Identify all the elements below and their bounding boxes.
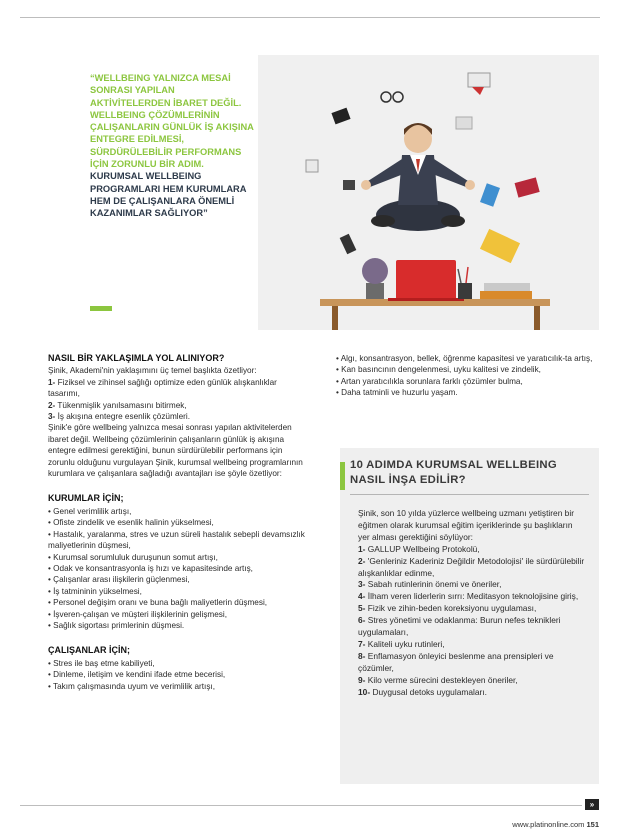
section-heading-corporations: KURUMLAR İÇİN; [48, 493, 124, 504]
box-step [358, 687, 586, 699]
approach-point-3-num: 3- [48, 412, 56, 422]
pull-quote [90, 72, 255, 220]
box-step-text: Kilo verme sürecini destekleyen öneriler, [367, 674, 518, 685]
section-heading-approach: NASIL BİR YAKLAŞIMLA YOL ALINIYOR? [48, 353, 225, 363]
list-item: • Daha tatminli ve huzurlu yaşam. [336, 387, 598, 398]
box-step-text: GALLUP Wellbeing Protokolü, [367, 543, 480, 554]
pull-quote-dark: KURUMSAL WELLBEING PROGRAMLARI HEM KURUMLARA HEM DE ÇALIŞANLARA ÖNEMLİ KAZANIMLAR SAĞLIYOR” [90, 171, 247, 219]
right-column [336, 353, 598, 399]
list-item: • Stres ile baş etme kabiliyeti, [48, 658, 310, 669]
box-step-num: 6- [358, 615, 366, 626]
page-number: 151 [586, 820, 599, 829]
box-step-num: 10- [358, 686, 371, 697]
top-rule [20, 17, 600, 18]
box-step [358, 639, 586, 651]
employees-list-continued [336, 353, 598, 399]
list-item: • Ofiste zindelik ve esenlik halinin yükselmesi, [48, 517, 310, 528]
box-step [358, 651, 586, 675]
approach-point-2-num: 2- [48, 400, 56, 410]
list-item: • Hastalık, yaralanma, stres ve uzun süreli hastalık sebepli devamsızlık maliyetlerinin düşmesi, [48, 529, 310, 552]
box-step-text: Kaliteli uyku rutinleri, [367, 638, 445, 649]
box-step [358, 615, 586, 639]
box-step [358, 603, 586, 615]
approach-intro: Şinik, Akademi'nin yaklaşımını üç temel başlıkta özetliyor: [48, 366, 257, 376]
section-heading-employees: ÇALIŞANLAR İÇİN; [48, 645, 130, 656]
list-item: • Takım çalışmasında uyum ve verimlilik artışı, [48, 681, 310, 692]
box-title: 10 ADIMDA KURUMSAL WELLBEING NASIL İNŞA EDİLİR? [350, 459, 557, 486]
approach-point-3 [48, 411, 310, 422]
box-step-num: 7- [358, 638, 366, 649]
list-item: • Kurumsal sorumluluk duruşunun somut artışı, [48, 552, 310, 563]
box-step-num: 4- [358, 591, 366, 602]
box-step [358, 591, 586, 603]
list-item: • Algı, konsantrasyon, bellek, öğrenme kapasitesi ve yaratıcılık-ta artış, [336, 353, 598, 364]
box-step-num: 3- [358, 579, 366, 590]
approach-point-1-num: 1- [48, 377, 56, 387]
box-step-num: 8- [358, 650, 366, 661]
box-step-num: 2- [358, 555, 366, 566]
info-box-10-steps [340, 448, 599, 784]
employees-list [48, 658, 310, 692]
box-step-text: Stres yönetimi ve odaklanma: Burun nefes teknikleri uygulamaları, [358, 615, 561, 638]
corporations-list [48, 506, 310, 631]
list-item: • Dinleme, iletişim ve kendini ifade etme becerisi, [48, 669, 310, 680]
approach-point-1-text: Fiziksel ve zihinsel sağlığı optimize eden günlük alışkanlıklar tasarımı, [48, 377, 277, 399]
list-item: • Artan yaratıcılıkla sorunlara farklı çözümler bulma, [336, 376, 598, 387]
pull-quote-green: “WELLBEING YALNIZCA MESAİ SONRASI YAPILAN AKTİVİTELERDEN İBARET DEĞİL. WELLBEING ÇÖZÜMLERİNİN ÇALIŞANLARIN GÜNLÜK İŞ AKIŞINA ENTEGRE EDİLMESİ, SÜRDÜRÜLEBİLİR PERFORMANS İÇİN ZORUNLU BİR ADIM. [90, 73, 254, 170]
approach-point-2-text: Tükenmişlik yanılsamasını bitirmek, [57, 400, 187, 410]
box-body [358, 508, 586, 699]
box-accent-bar [340, 462, 345, 490]
next-page-arrow-icon[interactable]: » [585, 799, 599, 810]
box-step-text: Fizik ve zihin-beden koreksiyonu uygulaması, [367, 603, 537, 614]
box-step [358, 675, 586, 687]
list-item: • Sağlık sigortası primlerinin düşmesi. [48, 620, 310, 631]
approach-point-1 [48, 377, 310, 400]
box-step-num: 9- [358, 674, 366, 685]
box-step [358, 544, 586, 556]
list-item: • Odak ve konsantrasyonla iş hızı ve kapasitesinde artış, [48, 563, 310, 574]
list-item: • İşveren-çalışan ve müşteri ilişkilerinin gelişmesi, [48, 609, 310, 620]
box-divider [350, 494, 589, 495]
box-step-text: Sabah rutinlerinin önemi ve öneriler, [367, 579, 502, 590]
footer-rule [20, 805, 582, 806]
box-step-num: 1- [358, 543, 366, 554]
approach-paragraph: Şinik'e göre wellbeing yalnızca mesai sonrası yapılan aktivitelerden ibaret değil. Wellbeing çözümlerinin çalışanların günlük iş akışına entegre edilmesi gerektiğini, bunun sürdürülebilir performans için zorunlu olduğunu vurgulayan Şinik, kurumsal wellbeing programlarının kurumlara ve çalışanlara sağladığı avantajları ise şöyle özetliyor: [48, 423, 303, 479]
approach-point-3-text: İş akışına entegre esenlik çözümleri. [57, 412, 190, 422]
list-item: • Çalışanlar arası ilişkilerin güçlenmesi, [48, 574, 310, 585]
box-step-text: İlham veren liderlerin sırrı: Meditasyon teknolojisine giriş, [367, 591, 579, 602]
box-step [358, 556, 586, 580]
box-step-text: Enflamasyon önleyici beslenme ana prensipleri ve çözümler, [358, 650, 554, 673]
box-step-text: 'Genleriniz Kaderiniz Değildir Metodolojisi' ile sürdürülebilir alışkanlıklar edinme, [358, 555, 585, 578]
box-step [358, 579, 586, 591]
box-step-num: 5- [358, 603, 366, 614]
list-item: • İş tatmininin yükselmesi, [48, 586, 310, 597]
footer-text [512, 820, 599, 829]
left-column [48, 353, 310, 692]
box-step-text: Duygusal detoks uygulamaları. [372, 686, 487, 697]
box-intro: Şinik, son 10 yılda yüzlerce wellbeing uzmanı yetiştiren bir eğitmen olarak kurumsal eğitim içeriklerinde şu başlıkların yer alması gerektiğini söylüyor: [358, 508, 574, 542]
illustration-levitating-businessman [258, 55, 599, 330]
pull-quote-accent-bar [90, 306, 112, 311]
approach-point-2 [48, 400, 310, 411]
list-item: • Genel verimlilik artışı, [48, 506, 310, 517]
footer-site: www.platinonline.com [512, 820, 585, 829]
list-item: • Personel değişim oranı ve buna bağlı maliyetlerin düşmesi, [48, 597, 310, 608]
illustration-svg [258, 55, 599, 330]
list-item: • Kan basıncının dengelenmesi, uyku kalitesi ve zindelik, [336, 364, 598, 375]
